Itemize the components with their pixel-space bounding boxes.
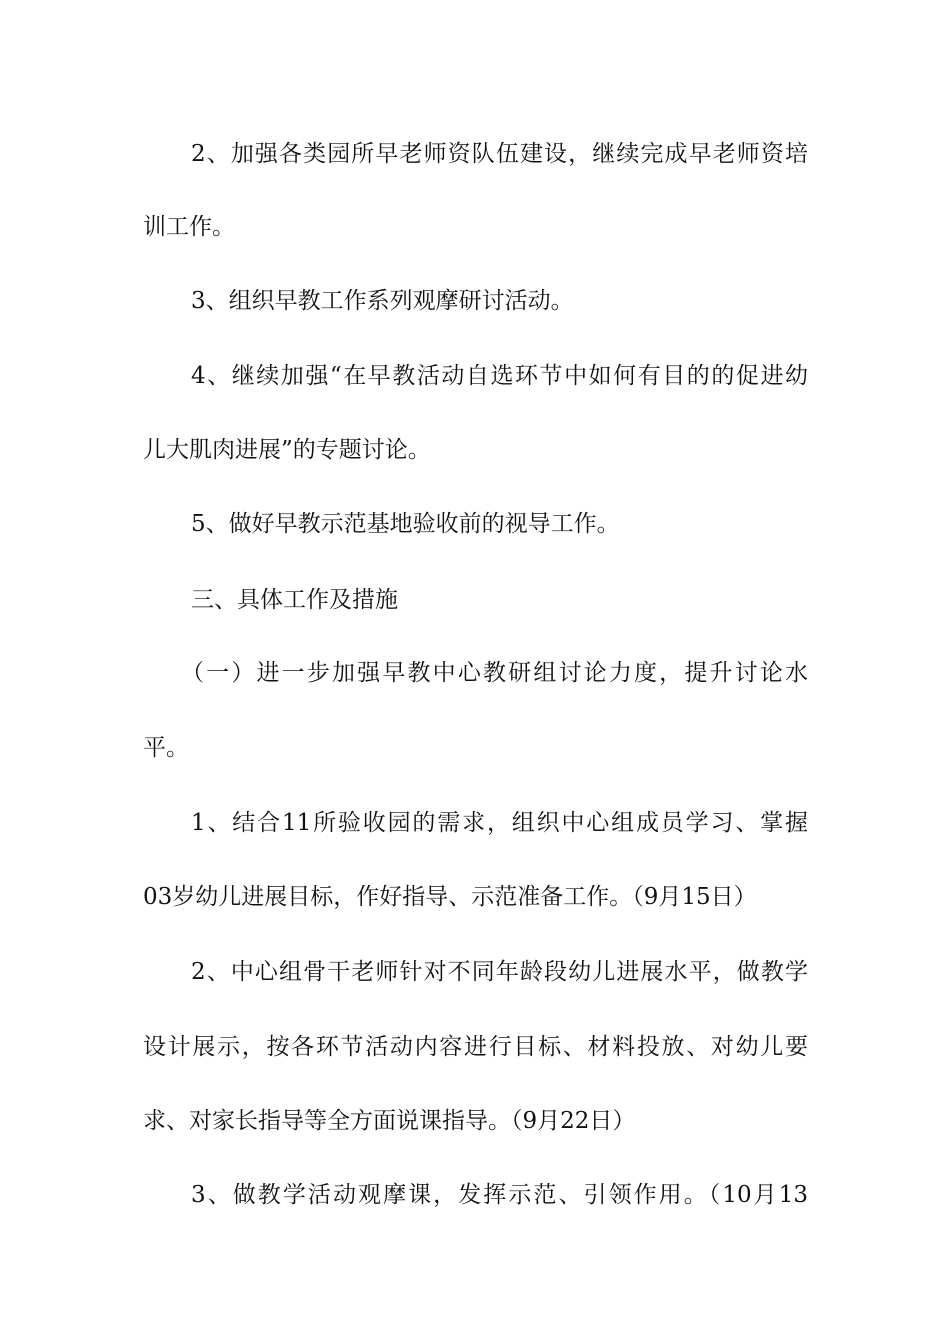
- paragraph-line-14: 求、对家长指导等全方面说课指导。（9月22日）: [143, 1108, 636, 1134]
- section-heading: 三、具体工作及措施: [191, 587, 398, 613]
- paragraph-line-8: （一）进一步加强早教中心教研组讨论力度，提升讨论水: [181, 660, 808, 686]
- paragraph-line-13: 设计展示，按各环节活动内容进行目标、材料投放、对幼儿要: [143, 1034, 808, 1060]
- paragraph-line-3: 3、组织早教工作系列观摩研讨活动。: [191, 288, 574, 314]
- paragraph-line-9: 平。: [143, 735, 189, 761]
- paragraph-line-1: 2、加强各类园所早老师资队伍建设，继续完成早老师资培: [191, 141, 808, 167]
- paragraph-line-2: 训工作。: [143, 214, 235, 240]
- paragraph-line-11: 03岁幼儿进展目标，作好指导、示范准备工作。（9月15日）: [143, 884, 757, 910]
- paragraph-line-10: 1、结合11所验收园的需求，组织中心组成员学习、掌握: [191, 810, 808, 836]
- paragraph-line-6: 5、做好早教示范基地验收前的视导工作。: [191, 511, 620, 537]
- paragraph-line-4: 4、继续加强“在早教活动自选环节中如何有目的的促进幼: [191, 363, 808, 389]
- paragraph-line-15: 3、做教学活动观摩课，发挥示范、引领作用。（10月13: [191, 1182, 808, 1208]
- paragraph-line-12: 2、中心组骨干老师针对不同年龄段幼儿进展水平，做教学: [191, 959, 808, 985]
- paragraph-line-5: 儿大肌肉进展”的专题讨论。: [143, 437, 431, 463]
